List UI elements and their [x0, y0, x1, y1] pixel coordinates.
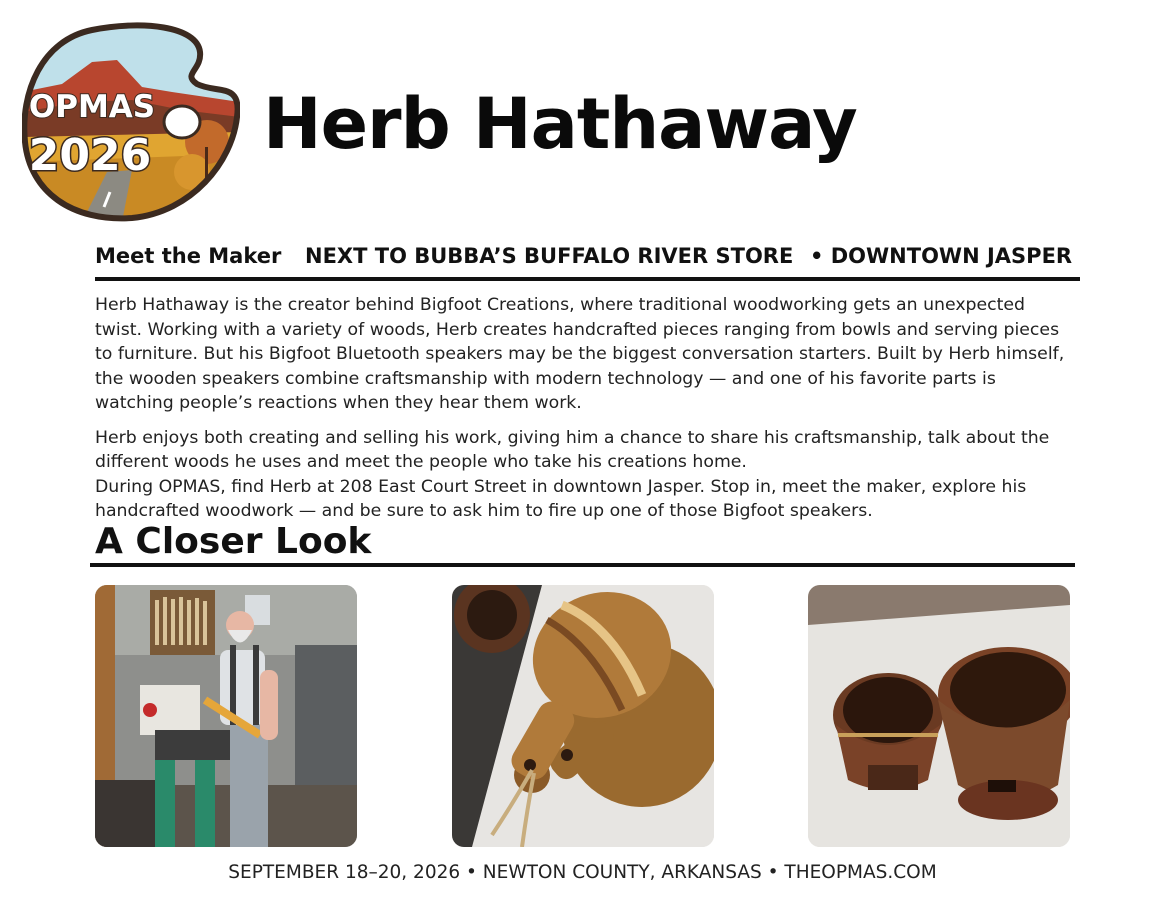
town-label: • DOWNTOWN JASPER [810, 244, 1073, 268]
event-footer: SEPTEMBER 18–20, 2026 • NEWTON COUNTY, ARKANSAS • THEOPMAS.COM [228, 862, 937, 883]
photo-wooden-speakers [808, 585, 1070, 847]
logo-text-year: 2026 [28, 130, 152, 181]
logo-text-opmas: OPMAS [28, 89, 156, 125]
photo-cutting-boards [452, 585, 714, 847]
section-divider [90, 563, 1075, 567]
meet-the-maker-header [95, 244, 1080, 274]
palette-logo-graphic [22, 22, 240, 222]
bio-paragraph: Herb Hathaway is the creator behind Bigfoot Creations, where traditional woodworking gets an unexpected twist. Working with a variety of woods, Herb creates handcrafted pieces ranging from bowls and serving pieces to furniture. But his Bigfoot Bluetooth speakers may be the biggest conversation starters. Built by Herb himself, the wooden speakers combine craftsmanship with modern technology — and one of his favorite parts is watching people’s reactions when they hear them work. [95, 295, 1065, 413]
bio-text [95, 293, 1075, 524]
location-label: NEXT TO BUBBA’S BUFFALO RIVER STORE [305, 244, 794, 268]
bio-paragraph: Herb enjoys both creating and selling his work, giving him a chance to share his craftsmanship, talk about the different woods he uses and meet the people who take his creations home. [95, 427, 1050, 472]
maker-name-heading: Herb Hathaway [263, 83, 857, 165]
opmas-logo [22, 22, 240, 222]
bio-paragraph: During OPMAS, find Herb at 208 East Court Street in downtown Jasper. Stop in, meet the maker, explore his handcrafted woodwork — and be sure to ask him to fire up one of those Bigfoot speakers. [95, 476, 1027, 521]
section-title: A Closer Look [95, 521, 372, 562]
photo-maker-at-lathe [95, 585, 357, 847]
meet-the-maker-label: Meet the Maker [95, 244, 282, 268]
header-divider [95, 277, 1080, 281]
